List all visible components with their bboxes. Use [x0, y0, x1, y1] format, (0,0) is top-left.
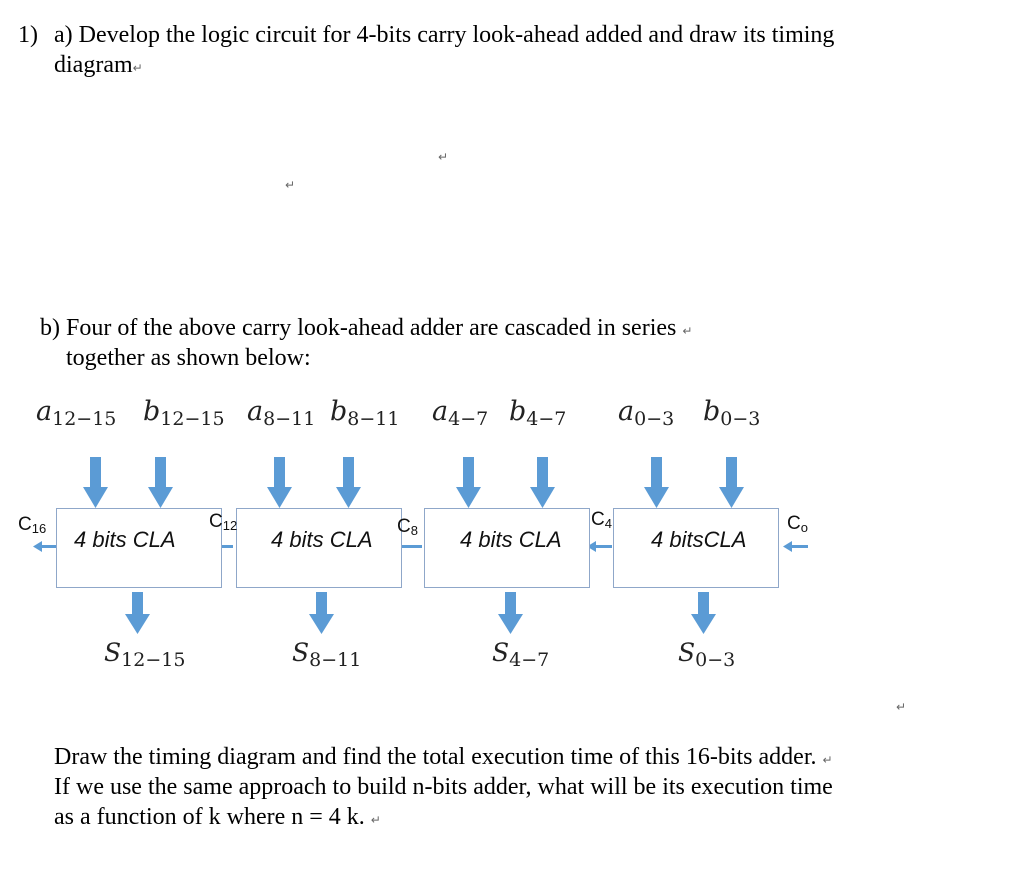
part-a-line2: diagram↵ [54, 52, 143, 78]
input-arrow-icon [267, 457, 292, 508]
input-arrow-icon [83, 457, 108, 508]
question-number: 1) [18, 22, 38, 48]
sum-8-11: $S_{8-11}$ [292, 638, 362, 671]
sum-4-7: $S_{4-7}$ [492, 638, 550, 671]
carry-c16: $C_{16}$ [18, 514, 47, 536]
carry-c8: $C_8$ [397, 516, 418, 538]
cla-label-0-3: 4 bitsCLA [651, 527, 747, 552]
part-b-line1: b) Four of the above carry look-ahead adder are cascaded in series ↵ [40, 315, 693, 341]
input-b-0-3: $b_{0-3}$ [703, 396, 761, 430]
draw-line2: If we use the same approach to build n-bits adder, what will be its execution time [54, 774, 833, 800]
cla-label-12-15: 4 bits CLA [74, 527, 176, 552]
carry-c12: $C_{12}$ [209, 511, 238, 533]
input-arrow-icon [719, 457, 744, 508]
sum-arrow-icon [125, 592, 150, 634]
sum-arrow-icon [691, 592, 716, 634]
input-a-4-7: $a_{4-7}$ [432, 396, 489, 430]
return-mark: ↵ [285, 178, 296, 192]
cla-label-8-11: 4 bits CLA [271, 527, 373, 552]
draw-line3: as a function of k where n = 4 k. ↵ [54, 804, 381, 830]
input-a-8-11: $a_{8-11}$ [247, 396, 316, 430]
input-arrow-icon [148, 457, 173, 508]
carry-c0: $C_o$ [787, 513, 808, 535]
carry-arrow-icon [587, 541, 612, 552]
carry-c4: $C_4$ [591, 509, 612, 531]
sum-0-3: $S_{0-3}$ [678, 638, 736, 671]
input-arrow-icon [644, 457, 669, 508]
input-arrow-icon [456, 457, 481, 508]
input-b-8-11: $b_{8-11}$ [330, 396, 400, 430]
return-mark: ↵ [896, 700, 907, 714]
draw-line1: Draw the timing diagram and find the total execution time of this 16-bits adder. ↵ [54, 744, 833, 770]
input-b-12-15: $b_{12-15}$ [143, 396, 225, 430]
sum-12-15: $S_{12-15}$ [104, 638, 186, 671]
input-arrow-icon [530, 457, 555, 508]
carry-arrow-icon [783, 541, 808, 552]
carry-arrow-icon [33, 541, 56, 552]
sum-arrow-icon [498, 592, 523, 634]
return-mark: ↵ [438, 150, 449, 164]
input-b-4-7: $b_{4-7}$ [509, 396, 567, 430]
part-b-line2: together as shown below: [66, 345, 311, 371]
part-a-line1: a) Develop the logic circuit for 4-bits carry look-ahead added and draw its timing [54, 22, 835, 48]
cla-label-4-7: 4 bits CLA [460, 527, 562, 552]
input-a-0-3: $a_{0-3}$ [618, 396, 675, 430]
sum-arrow-icon [309, 592, 334, 634]
input-a-12-15: $a_{12-15}$ [36, 396, 117, 430]
input-arrow-icon [336, 457, 361, 508]
